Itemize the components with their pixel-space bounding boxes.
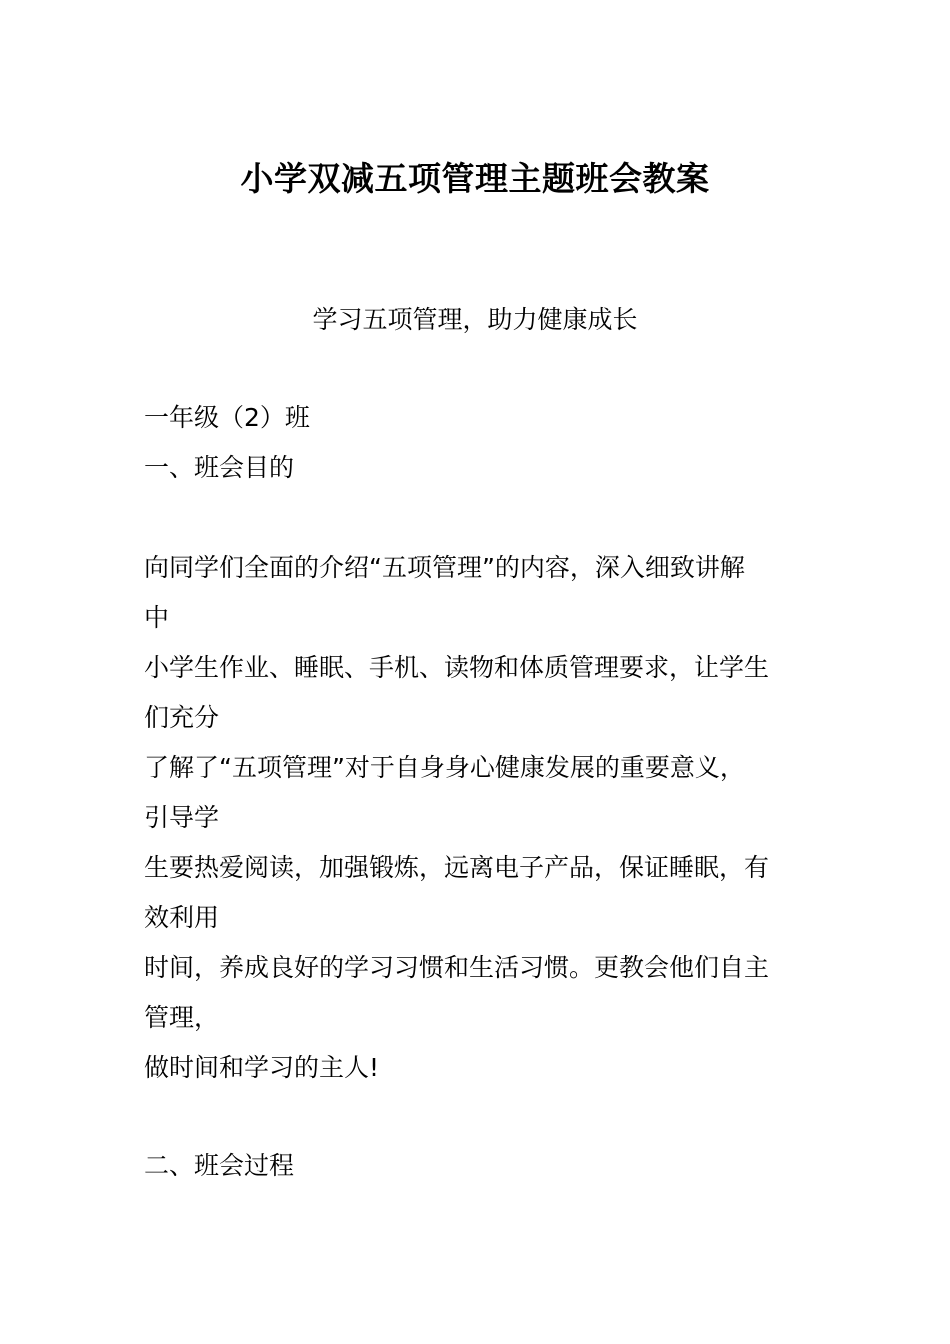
document-subtitle: 学习五项管理，助力健康成长 — [312, 305, 638, 334]
paragraph-line: 小学生作业、睡眠、手机、读物和体质管理要求，让学生 — [144, 653, 770, 682]
paragraph-line: 引导学 — [144, 803, 220, 832]
document-title: 小学双减五项管理主题班会教案 — [240, 159, 710, 198]
paragraph-line: 们充分 — [144, 703, 220, 732]
paragraph-line: 向同学们全面的介绍“五项管理”的内容，深入细致讲解 — [144, 553, 745, 582]
paragraph-line: 管理， — [144, 1003, 220, 1032]
paragraph-line: 生要热爱阅读，加强锻炼，远离电子产品，保证睡眠，有 — [144, 853, 770, 882]
paragraph-line: 中 — [144, 603, 170, 632]
section-heading: 二、班会过程 — [144, 1151, 295, 1180]
section-heading: 一、班会目的 — [144, 453, 295, 482]
paragraph-line: 时间，养成良好的学习习惯和生活习惯。更教会他们自主 — [144, 953, 770, 982]
paragraph-line: 了解了“五项管理”对于自身身心健康发展的重要意义， — [144, 753, 745, 782]
paragraph-line: 做时间和学习的主人! — [144, 1053, 380, 1082]
class-name: 一年级（2）班 — [144, 403, 310, 432]
paragraph-line: 效利用 — [144, 903, 220, 932]
